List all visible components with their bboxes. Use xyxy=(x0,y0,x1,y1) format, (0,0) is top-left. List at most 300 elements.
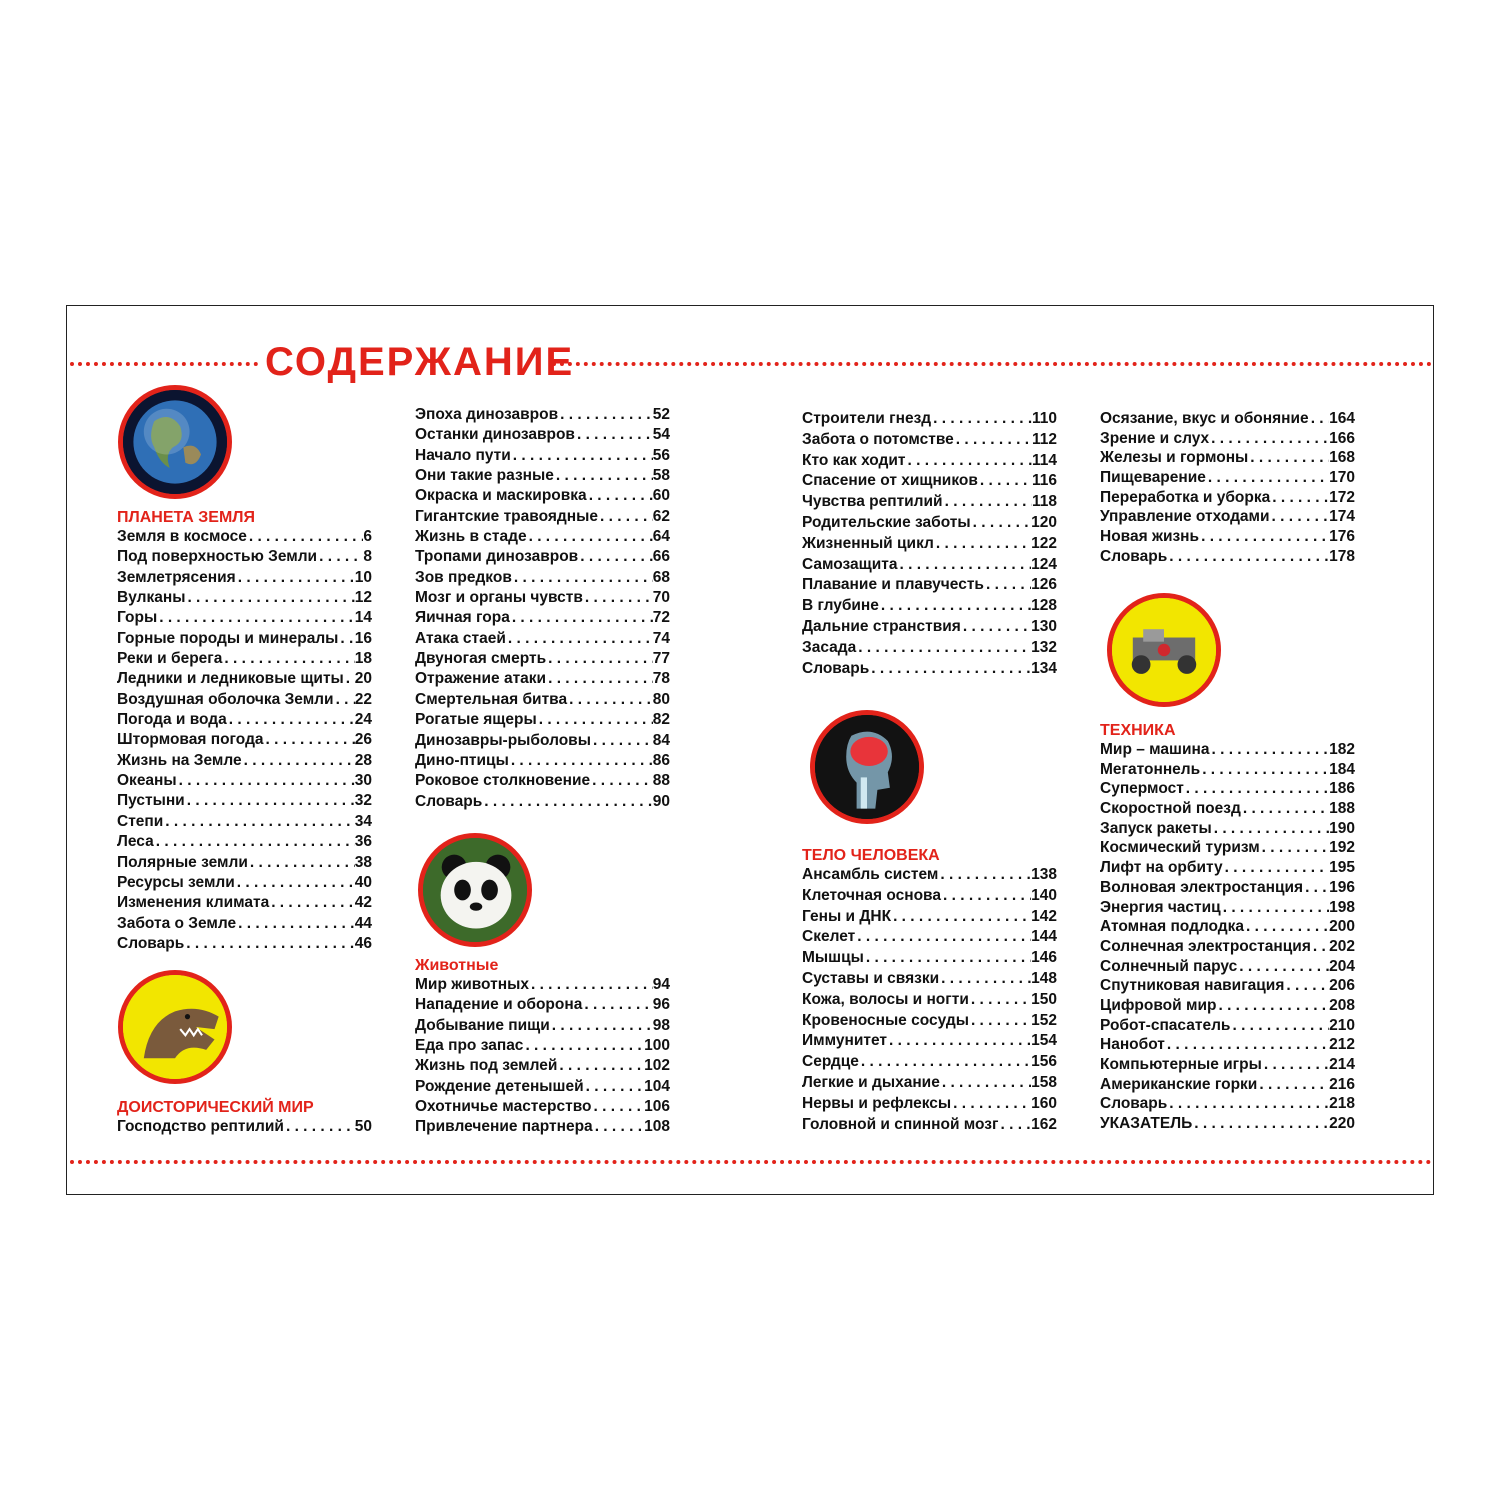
toc-entry[interactable] xyxy=(415,569,670,589)
toc-leader-dots xyxy=(185,792,355,810)
toc-entry-page: 196 xyxy=(1329,878,1355,896)
toc-entry-page: 162 xyxy=(1031,1115,1057,1133)
toc-leader-dots xyxy=(1244,918,1329,936)
toc-leader-dots xyxy=(931,410,1032,428)
toc-entry[interactable] xyxy=(117,670,372,690)
toc-entry[interactable] xyxy=(1100,859,1355,879)
toc-leader-dots xyxy=(157,609,355,627)
toc-entry-title: Железы и гормоны xyxy=(1100,449,1249,467)
toc-entry[interactable] xyxy=(117,711,372,731)
toc-entry[interactable] xyxy=(117,854,372,874)
toc-entry-page: 118 xyxy=(1031,493,1057,511)
toc-entry-page: 28 xyxy=(354,751,372,769)
toc-leader-dots xyxy=(943,493,1032,511)
toc-leader-dots xyxy=(1257,1076,1329,1094)
toc-entry-page: 214 xyxy=(1329,1056,1355,1073)
toc-entry-title: Зрение и слух xyxy=(1100,429,1210,447)
toc-entry-page: 152 xyxy=(1031,1011,1057,1029)
toc-leader-dots xyxy=(1165,1036,1329,1054)
toc-entry[interactable] xyxy=(1100,1076,1355,1096)
toc-entry-title: Космический туризм xyxy=(1100,839,1260,857)
toc-leader-dots xyxy=(879,597,1031,615)
toc-entry-page: 22 xyxy=(354,690,372,708)
toc-entry[interactable] xyxy=(1100,879,1355,899)
toc-entry-page: 142 xyxy=(1031,907,1057,925)
toc-entry-title: Господство рептилий xyxy=(117,1118,284,1135)
toc-entry[interactable] xyxy=(802,908,1057,929)
toc-entry-page: 208 xyxy=(1329,996,1355,1014)
toc-entry[interactable] xyxy=(802,1032,1057,1053)
toc-entry[interactable] xyxy=(415,793,670,813)
toc-entry-page: 38 xyxy=(354,853,372,871)
toc-entry-title: Клеточная основа xyxy=(802,886,941,904)
toc-entry[interactable] xyxy=(415,976,670,996)
toc-entry[interactable] xyxy=(1100,761,1355,781)
toc-entry[interactable] xyxy=(1100,469,1355,489)
toc-leader-dots xyxy=(864,949,1031,967)
toc-entry[interactable] xyxy=(415,589,670,609)
toc-entry-title: Суставы и связки xyxy=(802,969,940,987)
toc-entry[interactable] xyxy=(1100,820,1355,840)
toc-entry-title: Зов предков xyxy=(415,568,512,586)
toc-column-3 xyxy=(802,410,1057,680)
toc-leader-dots xyxy=(529,976,653,994)
toc-leader-dots xyxy=(1184,780,1329,798)
toc-entry-title: Полярные земли xyxy=(117,853,248,871)
toc-entry[interactable] xyxy=(802,1053,1057,1074)
toc-entry[interactable] xyxy=(415,732,670,752)
toc-entry[interactable] xyxy=(802,410,1057,431)
toc-entry[interactable] xyxy=(117,752,372,772)
toc-entry[interactable] xyxy=(1100,508,1355,528)
toc-leader-dots xyxy=(940,1074,1031,1092)
toc-leader-dots xyxy=(1309,410,1329,428)
toc-entry-page: 182 xyxy=(1329,741,1355,758)
toc-entry-title: Эпоха динозавров xyxy=(415,406,559,423)
toc-entry[interactable] xyxy=(802,866,1057,887)
toc-leader-dots xyxy=(869,660,1031,678)
toc-entry-title: Дальние странствия xyxy=(802,617,961,635)
toc-entry-title: Нервы и рефлексы xyxy=(802,1094,952,1112)
toc-entry[interactable] xyxy=(415,772,670,792)
toc-entry-page: 86 xyxy=(652,751,670,769)
toc-entry-title: Океаны xyxy=(117,772,177,790)
toc-entry[interactable] xyxy=(415,711,670,731)
toc-entry[interactable] xyxy=(1100,839,1355,859)
toc-entry[interactable] xyxy=(415,1118,670,1138)
toc-entry-title: Кровеносные сосуды xyxy=(802,1011,969,1029)
toc-entry-title: Гигантские травоядные xyxy=(415,507,598,525)
toc-entry-title: Осязание, вкус и обоняние xyxy=(1100,410,1309,427)
toc-entry-title: Забота о потомстве xyxy=(802,430,954,448)
toc-entry[interactable] xyxy=(1100,430,1355,450)
toc-entry[interactable] xyxy=(1100,800,1355,820)
toc-entry[interactable] xyxy=(415,467,670,487)
page-title: СОДЕРЖАНИЕ xyxy=(265,340,575,384)
toc-entry-page: 96 xyxy=(652,996,670,1014)
toc-leader-dots xyxy=(584,1078,645,1096)
toc-leader-dots xyxy=(546,670,653,688)
toc-list-human-start xyxy=(802,866,1057,1136)
toc-entry-page: 216 xyxy=(1329,1075,1355,1093)
toc-entry[interactable] xyxy=(117,650,372,670)
toc-entry[interactable] xyxy=(802,660,1057,681)
toc-leader-dots xyxy=(1260,839,1329,857)
toc-entry-page: 140 xyxy=(1031,886,1057,904)
toc-entry[interactable] xyxy=(1100,741,1355,761)
toc-leader-dots xyxy=(317,548,363,566)
human-head-icon xyxy=(810,710,924,824)
toc-entry[interactable] xyxy=(117,1118,372,1138)
toc-entry[interactable] xyxy=(802,472,1057,493)
toc-entry-title: Степи xyxy=(117,812,164,830)
toc-entry[interactable] xyxy=(1100,548,1355,568)
toc-entry-page: 106 xyxy=(644,1098,670,1116)
toc-entry-page: 204 xyxy=(1329,957,1355,975)
toc-entry-title: Словарь xyxy=(415,792,483,810)
toc-leader-dots xyxy=(163,813,354,831)
toc-entry[interactable] xyxy=(415,996,670,1016)
toc-entry-page: 94 xyxy=(652,976,670,993)
toc-leader-dots xyxy=(587,487,653,505)
toc-entry-page: 68 xyxy=(652,568,670,586)
toc-list-prehistoric-start xyxy=(117,1118,372,1138)
toc-entry-page: 170 xyxy=(1329,469,1355,487)
toc-entry-page: 34 xyxy=(354,812,372,830)
toc-entry[interactable] xyxy=(802,970,1057,991)
toc-entry[interactable] xyxy=(415,406,670,426)
toc-leader-dots xyxy=(284,1118,355,1136)
toc-entry-page: 102 xyxy=(644,1057,670,1075)
toc-entry[interactable] xyxy=(802,431,1057,452)
toc-entry-title: Останки динозавров xyxy=(415,426,575,444)
toc-entry-page: 54 xyxy=(652,426,670,444)
toc-entry[interactable] xyxy=(415,1098,670,1118)
toc-entry-page: 110 xyxy=(1031,410,1057,427)
toc-entry[interactable] xyxy=(415,670,670,690)
toc-entry-title: Горные породы и минералы xyxy=(117,629,339,647)
toc-entry-title: Забота о Земле xyxy=(117,914,237,932)
toc-entry-title: Под поверхностью Земли xyxy=(117,548,318,566)
toc-column-4 xyxy=(1100,410,1355,568)
toc-entry[interactable] xyxy=(117,874,372,894)
toc-entry-page: 80 xyxy=(652,690,670,708)
toc-entry-page: 20 xyxy=(354,670,372,688)
toc-entry[interactable] xyxy=(415,447,670,467)
toc-leader-dots xyxy=(941,887,1031,905)
toc-entry[interactable] xyxy=(1100,410,1355,430)
toc-entry[interactable] xyxy=(117,833,372,853)
toc-entry-page: 66 xyxy=(652,548,670,566)
toc-entry-page: 195 xyxy=(1329,859,1355,877)
toc-entry[interactable] xyxy=(415,691,670,711)
toc-entry[interactable] xyxy=(117,731,372,751)
toc-entry-title: Роковое столкновение xyxy=(415,772,591,790)
toc-entry[interactable] xyxy=(117,609,372,629)
toc-leader-dots xyxy=(598,508,653,526)
toc-column-2 xyxy=(415,406,670,813)
toc-entry[interactable] xyxy=(1100,1017,1355,1037)
toc-entry[interactable] xyxy=(1100,938,1355,958)
toc-entry-page: 40 xyxy=(354,873,372,891)
toc-entry-title: Цифровой мир xyxy=(1100,996,1217,1014)
toc-entry[interactable] xyxy=(117,630,372,650)
toc-entry-page: 116 xyxy=(1031,472,1057,490)
toc-entry[interactable] xyxy=(1100,918,1355,938)
toc-entry[interactable] xyxy=(117,691,372,711)
toc-leader-dots xyxy=(1209,741,1329,759)
toc-entry-page: 200 xyxy=(1329,918,1355,936)
toc-entry[interactable] xyxy=(415,1057,670,1077)
toc-entry-page: 202 xyxy=(1329,937,1355,955)
toc-entry[interactable] xyxy=(802,535,1057,556)
toc-entry[interactable] xyxy=(117,813,372,833)
toc-entry-page: 104 xyxy=(644,1077,670,1095)
toc-entry-title: Мозг и органы чувств xyxy=(415,589,583,607)
toc-leader-dots xyxy=(1212,820,1329,838)
toc-entry[interactable] xyxy=(415,630,670,650)
toc-list-prehistoric xyxy=(415,406,670,813)
toc-list-animals-start xyxy=(415,976,670,1139)
toc-entry-title: Энергия частиц xyxy=(1100,898,1221,916)
toc-entry-title: Словарь xyxy=(802,659,870,677)
toc-leader-dots xyxy=(855,928,1031,946)
toc-entry[interactable] xyxy=(117,548,372,568)
toc-entry[interactable] xyxy=(117,792,372,812)
toc-entry-title: Скелет xyxy=(802,928,856,946)
toc-entry-page: 100 xyxy=(644,1037,670,1055)
toc-leader-dots xyxy=(227,711,355,729)
toc-entry-page: 192 xyxy=(1329,839,1355,857)
toc-entry-page: 44 xyxy=(354,914,372,932)
toc-entry-title: УКАЗАТЕЛЬ xyxy=(1100,1115,1193,1132)
toc-entry-page: 184 xyxy=(1329,760,1355,778)
toc-entry-page: 144 xyxy=(1031,928,1057,946)
toc-entry[interactable] xyxy=(1100,899,1355,919)
toc-entry-page: 134 xyxy=(1031,659,1057,677)
toc-entry-page: 50 xyxy=(354,1118,372,1135)
toc-entry-page: 150 xyxy=(1031,990,1057,1008)
toc-entry[interactable] xyxy=(415,426,670,446)
toc-entry-title: Вулканы xyxy=(117,589,186,607)
toc-entry[interactable] xyxy=(415,548,670,568)
toc-entry[interactable] xyxy=(802,1012,1057,1033)
toc-entry-page: 168 xyxy=(1329,449,1355,467)
toc-entry[interactable] xyxy=(802,949,1057,970)
toc-entry[interactable] xyxy=(117,915,372,935)
toc-entry-title: Словарь xyxy=(117,934,185,952)
toc-entry-page: 156 xyxy=(1031,1053,1057,1071)
toc-leader-dots xyxy=(554,467,653,485)
toc-entry-page: 78 xyxy=(652,670,670,688)
toc-entry-title: Легкие и дыхание xyxy=(802,1073,940,1091)
toc-leader-dots xyxy=(951,1095,1031,1113)
toc-entry[interactable] xyxy=(1100,489,1355,509)
toc-leader-dots xyxy=(1200,761,1329,779)
toc-entry[interactable] xyxy=(802,1116,1057,1137)
toc-entry[interactable] xyxy=(802,928,1057,949)
toc-entry-page: 42 xyxy=(354,894,372,912)
toc-leader-dots xyxy=(177,772,355,790)
toc-entry-title: Начало пути xyxy=(415,446,511,464)
toc-entry[interactable] xyxy=(802,887,1057,908)
toc-entry[interactable] xyxy=(802,618,1057,639)
toc-entry[interactable] xyxy=(1100,449,1355,469)
toc-entry[interactable] xyxy=(415,1078,670,1098)
toc-entry-page: 210 xyxy=(1329,1016,1355,1034)
toc-entry-page: 122 xyxy=(1031,534,1057,552)
toc-leader-dots xyxy=(235,874,355,892)
toc-entry[interactable] xyxy=(117,589,372,609)
toc-entry-title: Плавание и плавучесть xyxy=(802,576,984,594)
toc-leader-dots xyxy=(1223,859,1330,877)
toc-leader-dots xyxy=(537,711,653,729)
toc-entry[interactable] xyxy=(415,609,670,629)
toc-leader-dots xyxy=(583,589,653,607)
toc-entry-page: 160 xyxy=(1031,1094,1057,1112)
toc-entry[interactable] xyxy=(117,772,372,792)
toc-leader-dots xyxy=(887,1032,1031,1050)
toc-entry[interactable] xyxy=(802,556,1057,577)
toc-entry-page: 124 xyxy=(1031,555,1057,573)
toc-entry-page: 190 xyxy=(1329,819,1355,837)
toc-leader-dots xyxy=(1303,879,1329,897)
toc-entry-page: 74 xyxy=(652,629,670,647)
toc-leader-dots xyxy=(511,447,653,465)
toc-entry-page: 154 xyxy=(1031,1032,1057,1050)
toc-entry-title: Словарь xyxy=(1100,1095,1168,1113)
toc-entry-page: 132 xyxy=(1031,638,1057,656)
toc-entry-title: Штормовая погода xyxy=(117,731,264,749)
toc-entry-page: 176 xyxy=(1329,528,1355,546)
toc-entry-page: 6 xyxy=(363,528,372,545)
toc-entry-title: Засада xyxy=(802,638,857,656)
toc-entry[interactable] xyxy=(117,569,372,589)
toc-entry[interactable] xyxy=(1100,528,1355,548)
toc-entry[interactable] xyxy=(1100,1056,1355,1076)
toc-leader-dots xyxy=(338,630,354,648)
toc-entry-page: 188 xyxy=(1329,800,1355,818)
toc-leader-dots xyxy=(856,639,1031,657)
toc-entry[interactable] xyxy=(117,528,372,548)
toc-entry-page: 108 xyxy=(644,1118,670,1136)
toc-entry-page: 166 xyxy=(1329,429,1355,447)
toc-entry-title: Словарь xyxy=(1100,547,1168,565)
toc-entry[interactable] xyxy=(802,1095,1057,1116)
toc-leader-dots xyxy=(1237,958,1329,976)
toc-leader-dots xyxy=(550,1017,653,1035)
toc-entry[interactable] xyxy=(117,894,372,914)
toc-entry[interactable] xyxy=(415,1037,670,1057)
toc-entry-page: 114 xyxy=(1031,451,1057,469)
toc-entry[interactable] xyxy=(802,576,1057,597)
toc-entry-page: 146 xyxy=(1031,949,1057,967)
toc-leader-dots xyxy=(184,935,355,953)
toc-entry-page: 212 xyxy=(1329,1036,1355,1054)
toc-leader-dots xyxy=(969,991,1031,1009)
toc-entry-title: Мир – машина xyxy=(1100,741,1210,758)
toc-entry-title: Солнечный парус xyxy=(1100,957,1238,975)
toc-leader-dots xyxy=(527,528,653,546)
toc-entry-title: Тропами динозавров xyxy=(415,548,579,566)
toc-leader-dots xyxy=(1311,938,1329,956)
toc-entry[interactable] xyxy=(1100,1036,1355,1056)
toc-entry-title: Рогатые ящеры xyxy=(415,711,537,729)
toc-entry-title: Кожа, волосы и ногти xyxy=(802,990,969,1008)
toc-entry-page: 24 xyxy=(354,711,372,729)
toc-leader-dots xyxy=(248,854,355,872)
toc-entry-title: Жизнь в стаде xyxy=(415,528,527,546)
toc-leader-dots xyxy=(236,569,355,587)
toc-entry[interactable] xyxy=(1100,1095,1355,1115)
toc-entry[interactable] xyxy=(802,991,1057,1012)
toc-entry-page: 172 xyxy=(1329,488,1355,506)
toc-entry[interactable] xyxy=(1100,780,1355,800)
dotted-divider-bottom xyxy=(70,1160,1432,1164)
toc-entry[interactable] xyxy=(415,1017,670,1037)
toc-entry-page: 77 xyxy=(652,650,670,668)
toc-entry[interactable] xyxy=(415,528,670,548)
toc-entry-title: Привлечение партнера xyxy=(415,1118,593,1136)
toc-entry-page: 18 xyxy=(354,650,372,668)
toc-leader-dots xyxy=(906,452,1032,470)
toc-entry[interactable] xyxy=(802,514,1057,535)
toc-entry[interactable] xyxy=(415,508,670,528)
toc-entry[interactable] xyxy=(1100,997,1355,1017)
toc-entry-title: Горы xyxy=(117,609,158,627)
toc-leader-dots xyxy=(934,535,1031,553)
toc-entry-title: Отражение атаки xyxy=(415,670,547,688)
toc-entry-page: 164 xyxy=(1329,410,1355,427)
toc-entry-page: 12 xyxy=(354,589,372,607)
toc-entry[interactable] xyxy=(1100,977,1355,997)
toc-column-1-bottom xyxy=(117,1097,372,1138)
toc-entry[interactable] xyxy=(415,487,670,507)
toc-leader-dots xyxy=(523,1037,644,1055)
toc-entry-page: 112 xyxy=(1031,430,1057,448)
section-title-planet: ПЛАНЕТА ЗЕМЛЯ xyxy=(117,509,256,526)
toc-entry-page: 60 xyxy=(652,487,670,505)
toc-leader-dots xyxy=(592,1098,645,1116)
toc-entry-page: 52 xyxy=(652,406,670,423)
toc-entry-title: Спутниковая навигация xyxy=(1100,977,1285,995)
toc-entry-page: 30 xyxy=(354,772,372,790)
toc-entry-page: 88 xyxy=(652,772,670,790)
toc-entry-title: Окраска и маскировка xyxy=(415,487,587,505)
toc-leader-dots xyxy=(1284,977,1329,995)
toc-leader-dots xyxy=(546,650,653,668)
toc-leader-dots xyxy=(557,1057,644,1075)
toc-entry[interactable] xyxy=(117,935,372,955)
toc-entry[interactable] xyxy=(415,650,670,670)
toc-entry[interactable] xyxy=(802,597,1057,618)
toc-column-1 xyxy=(117,507,372,955)
toc-entry[interactable] xyxy=(415,752,670,772)
toc-entry[interactable] xyxy=(802,493,1057,514)
toc-entry[interactable] xyxy=(802,452,1057,473)
toc-entry[interactable] xyxy=(802,639,1057,660)
toc-entry-page: 128 xyxy=(1031,597,1057,615)
section-title-animals: Животные xyxy=(415,957,499,974)
toc-entry-page: 64 xyxy=(652,528,670,546)
toc-leader-dots xyxy=(969,1012,1031,1030)
toc-entry-index[interactable] xyxy=(1100,1115,1355,1135)
toc-entry[interactable] xyxy=(1100,958,1355,978)
toc-entry[interactable] xyxy=(802,1074,1057,1095)
toc-leader-dots xyxy=(1270,508,1330,526)
toc-leader-dots xyxy=(1206,469,1329,487)
toc-index-entry xyxy=(1100,1115,1355,1135)
